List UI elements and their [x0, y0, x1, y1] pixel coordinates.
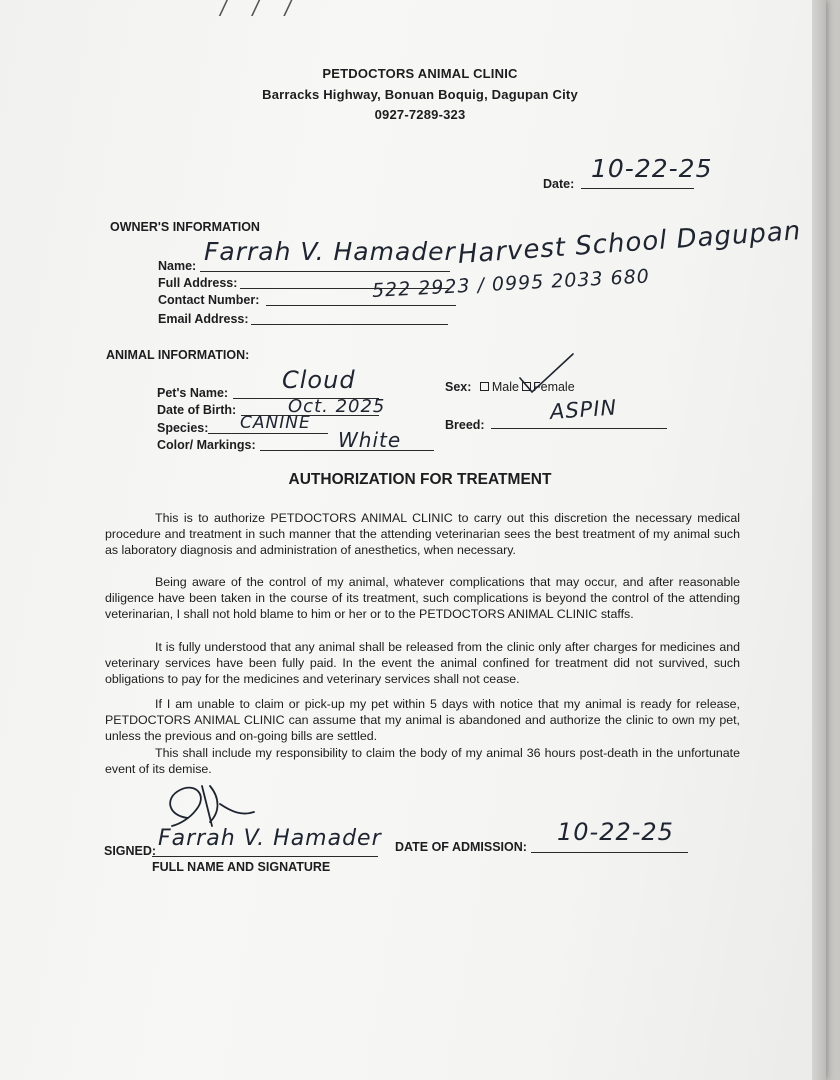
admission-line	[531, 852, 688, 853]
date-label: Date:	[543, 177, 575, 191]
authorization-paragraph-3: It is fully understood that any animal shall be released from the clinic only after charges for medicines and veterinary services have been fully paid. In the event the animal confined for treatment did not survived, such obligations to pay for the medicines and veterinary services shall not cease.	[105, 640, 740, 687]
breed-label: Breed:	[445, 418, 485, 432]
authorization-paragraph-5: This shall include my responsibility to claim the body of my animal 36 hours post-death in the unfortunate event of its demise.	[105, 746, 740, 777]
species-label: Species:	[157, 421, 209, 435]
authorization-paragraph-2: Being aware of the control of my animal, whatever complications that may occur, and after reasonable diligence have been taken in the course of its treatment, such complications is beyond the control of the attending veterinarian, I shall not hold blame to him or her or to the PETDOCTORS ANIMAL CLINIC staffs.	[105, 575, 740, 622]
color-label: Color/ Markings:	[157, 438, 256, 452]
owner-contact-line	[266, 305, 456, 306]
signed-label: SIGNED:	[104, 844, 157, 858]
dob-label: Date of Birth:	[157, 403, 237, 417]
clinic-address: Barracks Highway, Bonuan Boquig, Dagupan City	[262, 87, 578, 102]
owner-name-label: Name:	[158, 259, 197, 273]
authorization-title: AUTHORIZATION FOR TREATMENT	[288, 471, 552, 488]
date-line	[581, 188, 694, 189]
paper-edge	[812, 0, 826, 1080]
signed-line	[152, 856, 378, 857]
owner-name-value[interactable]: Farrah V. Hamader	[204, 237, 456, 266]
female-check-mark	[518, 350, 578, 400]
owner-heading: OWNER'S INFORMATION	[110, 220, 260, 234]
species-line	[208, 433, 328, 434]
owner-contact-label: Contact Number:	[158, 293, 260, 307]
owner-address-value[interactable]: Harvest School Dagupan	[456, 216, 803, 270]
owner-contact-value[interactable]: 522 2923 / 0995 2033 680	[371, 265, 651, 302]
breed-value[interactable]: ASPIN	[549, 395, 618, 424]
signed-value[interactable]: Farrah V. Hamader	[158, 826, 382, 851]
owner-name-line	[200, 271, 450, 272]
owner-address-label: Full Address:	[158, 276, 238, 290]
admission-label: DATE OF ADMISSION:	[395, 840, 527, 854]
sex-label: Sex:	[445, 380, 472, 394]
admission-value[interactable]: 10-22-25	[557, 818, 674, 846]
species-value[interactable]: CANINE	[240, 413, 311, 433]
authorization-paragraph-4: If I am unable to claim or pick-up my pet within 5 days with notice that my animal is ready for release, PETDOCTORS ANIMAL CLINIC can assume that my animal is abandoned and authorize the clinic to own my pet, unless the previous and on-going bills are settled.	[105, 697, 740, 744]
dob-value[interactable]: Oct. 2025	[288, 396, 386, 417]
animal-heading: ANIMAL INFORMATION:	[106, 348, 250, 362]
sex-male-label: Male	[491, 380, 519, 394]
pet-name-value[interactable]: Cloud	[282, 366, 356, 394]
clinic-phone: 0927-7289-323	[374, 107, 466, 122]
color-value[interactable]: White	[338, 428, 402, 452]
pet-name-label: Pet's Name:	[157, 386, 229, 400]
sex-female-label: Female	[532, 380, 575, 394]
owner-email-label: Email Address:	[158, 312, 249, 326]
date-value[interactable]: 10-22-25	[591, 154, 713, 183]
signature-caption: FULL NAME AND SIGNATURE	[152, 860, 331, 874]
bleed-through-marks: / / /	[220, 0, 301, 21]
clinic-name: PETDOCTORS ANIMAL CLINIC	[322, 66, 518, 81]
authorization-paragraph-1: This is to authorize PETDOCTORS ANIMAL CLINIC to carry out this discretion the necessary medical procedure and treatment in such manner that the attending veterinarian sees the best treatment of my animal such as laboratory diagnosis and administration of anesthetics, when necessary.	[105, 511, 740, 558]
owner-email-line	[251, 324, 448, 325]
sex-male-checkbox[interactable]	[480, 382, 489, 391]
breed-line	[491, 428, 667, 429]
